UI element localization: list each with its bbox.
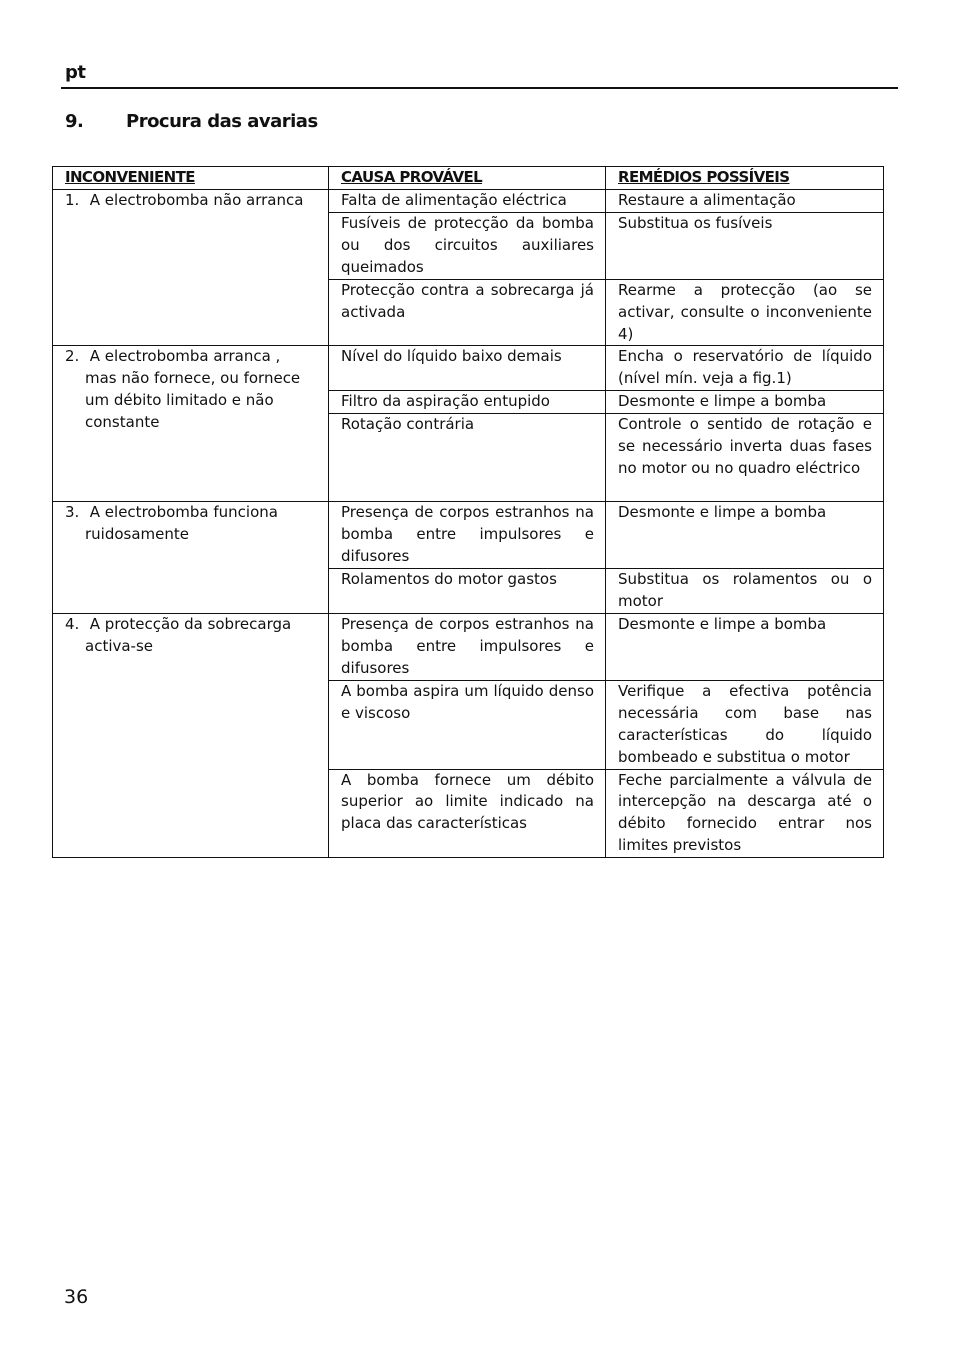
remedy-cell: Feche parcialmente a válvula de intercepção na descarga até o débito fornecido entrar nos limites previstos: [606, 769, 884, 857]
table-row: [53, 502, 884, 569]
table-row: [53, 346, 884, 391]
remedy-cell: Desmonte e limpe a bomba: [606, 614, 884, 681]
problem-number: 3.: [65, 503, 80, 522]
troubleshooting-table: [52, 166, 884, 858]
table-body: [53, 190, 884, 858]
cause-cell: Falta de alimentação eléctrica: [329, 190, 606, 213]
problem-cell: [53, 614, 329, 857]
remedy-cell: Desmonte e limpe a bomba: [606, 391, 884, 414]
problem-text: A electrobomba não arranca: [89, 191, 304, 209]
problem-text: A electrobomba funciona: [89, 503, 278, 522]
cause-cell: Filtro da aspiração entupido: [329, 391, 606, 414]
cause-cell: Presença de corpos estranhos na bomba entre impulsores e difusores: [329, 502, 606, 569]
problem-text-continued: ruidosamente: [85, 525, 190, 544]
problem-text: A protecção da sobrecarga: [89, 615, 292, 634]
remedy-cell: Controle o sentido de rotação e se necessário inverta duas fases no motor ou no quadro eléctrico: [606, 414, 884, 502]
language-code: pt: [65, 62, 86, 83]
problem-number: 1.: [65, 191, 80, 209]
problem-cell: [53, 190, 329, 346]
remedy-cell: Desmonte e limpe a bomba: [606, 502, 884, 569]
remedy-cell: Rearme a protecção (ao se activar, consulte o inconveniente 4): [606, 280, 884, 346]
problem-text-continued: activa-se: [85, 637, 154, 656]
problem-cell: [53, 502, 329, 614]
cause-cell: A bomba fornece um débito superior ao limite indicado na placa das características: [329, 769, 606, 857]
cause-cell: A bomba aspira um líquido denso e viscoso: [329, 681, 606, 769]
problem-text: A electrobomba arranca ,: [89, 347, 281, 366]
section-title: Procura das avarias: [126, 111, 318, 132]
remedy-cell: Restaure a alimentação: [606, 190, 884, 213]
section-number: 9.: [65, 111, 84, 132]
page-number: 36: [64, 1286, 89, 1308]
cause-cell: Nível do líquido baixo demais: [329, 346, 606, 391]
remedy-cell: Verifique a efectiva potência necessária com base nas características do líquido bombeado e substitua o motor: [606, 681, 884, 769]
cause-cell: Fusíveis de protecção da bomba ou dos circuitos auxiliares queimados: [329, 213, 606, 280]
column-header-problem: INCONVENIENTE: [53, 167, 329, 190]
problem-number: 2.: [65, 347, 80, 366]
section-heading: [65, 111, 318, 132]
cause-cell: Rotação contrária: [329, 414, 606, 502]
cause-cell: Rolamentos do motor gastos: [329, 569, 606, 614]
column-header-remedy: REMÉDIOS POSSÍVEIS: [606, 167, 884, 190]
cause-cell: Protecção contra a sobrecarga já activada: [329, 280, 606, 346]
problem-cell: [53, 346, 329, 502]
problem-number: 4.: [65, 615, 80, 634]
header-rule: [61, 87, 898, 89]
column-header-cause: CAUSA PROVÁVEL: [329, 167, 606, 190]
problem-text-continued: mas não fornece, ou fornece um débito limitado e não constante: [85, 369, 301, 431]
remedy-cell: Substitua os fusíveis: [606, 213, 884, 280]
remedy-cell: Substitua os rolamentos ou o motor: [606, 569, 884, 614]
table-row: [53, 614, 884, 681]
remedy-cell: Encha o reservatório de líquido (nível mín. veja a fig.1): [606, 346, 884, 391]
table-header-row: [53, 167, 884, 190]
cause-cell: Presença de corpos estranhos na bomba entre impulsores e difusores: [329, 614, 606, 681]
table-row: [53, 190, 884, 213]
